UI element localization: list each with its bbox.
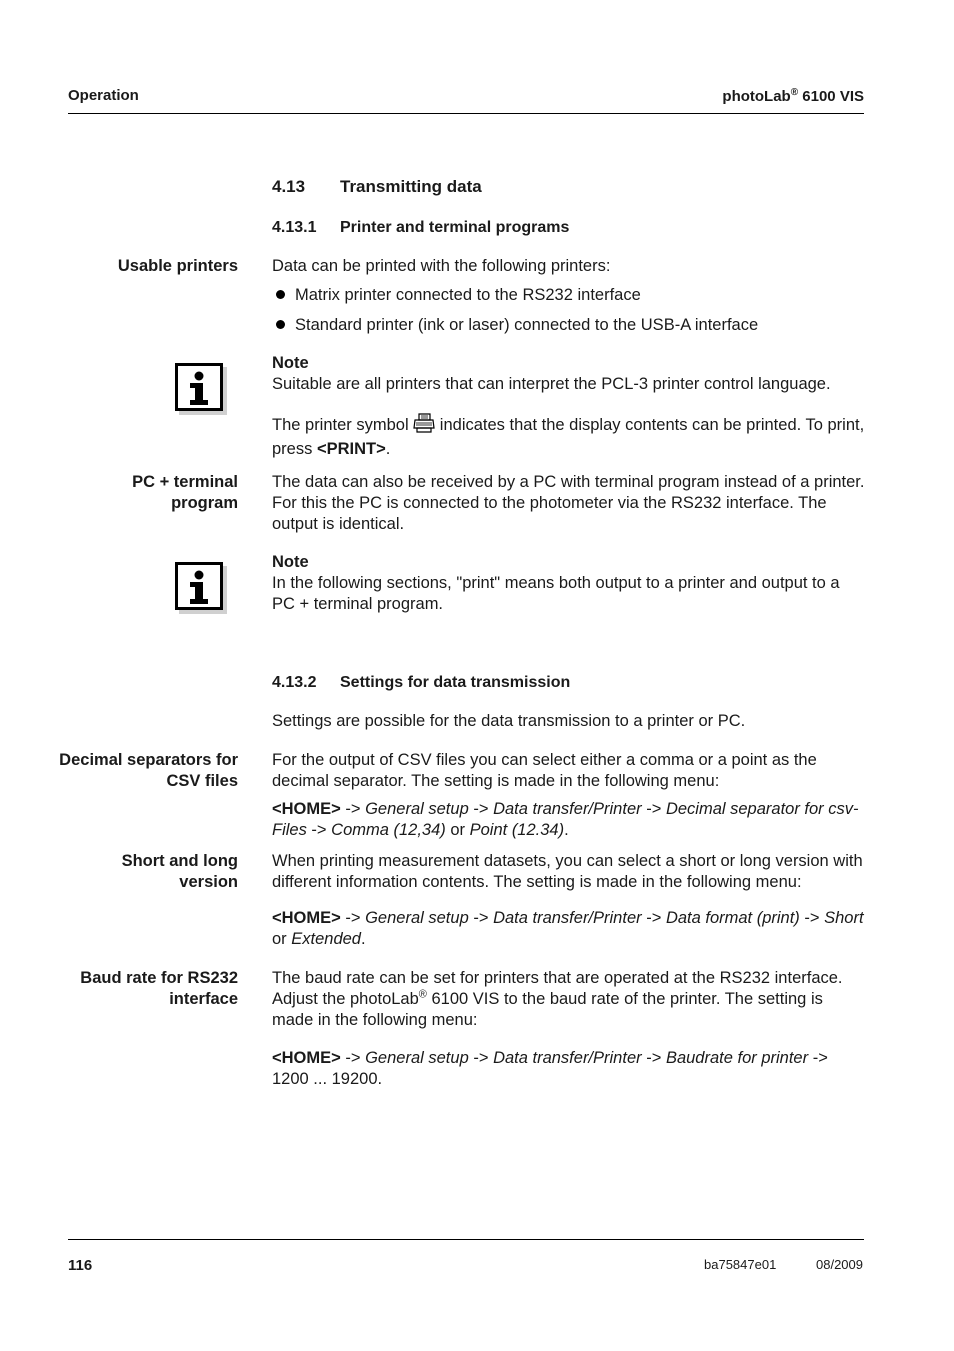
note-text: In the following sections, "print" means both output to a printer and output to a PC + terminal program. <box>272 574 840 613</box>
bullet-item: Standard printer (ink or laser) connected to the USB-A interface <box>295 316 759 334</box>
section-number: 4.13 <box>272 177 306 196</box>
subsection-heading <box>272 219 569 237</box>
section-heading <box>272 177 482 197</box>
subsection-title: Printer and terminal programs <box>340 219 570 236</box>
menu-item: Data transfer/Printer <box>493 1049 642 1067</box>
pc-terminal-text: The data can also be received by a PC with terminal program instead of a printer. For this the PC is connected to the photometer via the RS232 interface. The output is identical. <box>272 473 865 533</box>
section-title: Transmitting data <box>340 177 482 196</box>
bullet-dot <box>276 320 285 329</box>
short-long-menu-path <box>272 908 867 950</box>
side-label-short-long: Short and long version <box>121 852 238 891</box>
side-label-usable-printers: Usable printers <box>117 257 238 275</box>
menu-item: Data transfer/Printer <box>493 909 642 927</box>
menu-item: General setup <box>365 909 469 927</box>
print-end: . <box>385 440 391 458</box>
header-rule <box>68 113 864 114</box>
subsection-number: 4.13.1 <box>272 219 317 236</box>
header-product <box>722 87 864 105</box>
bullet-item: Matrix printer connected to the RS232 interface <box>295 286 641 304</box>
arrow: -> <box>340 800 366 818</box>
menu-item: Baudrate for printer <box>665 1049 809 1067</box>
info-icon <box>175 562 223 610</box>
menu-item: Point (12.34) <box>469 821 565 839</box>
doc-date: 08/2009 <box>816 1257 863 1272</box>
settings-intro: Settings are possible for the data transmission to a printer or PC. <box>272 712 746 730</box>
reg-mark: ® <box>418 988 427 1001</box>
short-long-text: When printing measurement datasets, you can select a short or long version with different information contents. The setting is made in the following menu: <box>272 852 863 891</box>
arrow: -> <box>808 1049 828 1067</box>
print-mid: indicates that the display contents can be printed. To print, press <box>272 416 865 458</box>
decimal-menu-path <box>272 799 867 841</box>
arrow: -> <box>340 909 366 927</box>
arrow: -> <box>468 800 494 818</box>
arrow: -> <box>306 821 332 839</box>
menu-item: General setup <box>365 800 469 818</box>
header-section: Operation <box>68 87 139 104</box>
baud-text-b: 6100 VIS to the baud rate of the printer. The setting is made in the following menu: <box>272 990 823 1029</box>
menu-item: Comma (12,34) <box>331 821 446 839</box>
side-label-pc-terminal: PC + terminal program <box>132 473 238 512</box>
info-icon <box>175 363 223 411</box>
print-key: <PRINT> <box>316 440 386 458</box>
arrow: -> <box>468 1049 494 1067</box>
doc-id: ba75847e01 <box>704 1257 777 1272</box>
product-name: photoLab <box>722 88 791 105</box>
or-text: or <box>272 930 292 948</box>
print-instruction <box>272 413 867 460</box>
menu-item: Decimal separator for csv-Files <box>272 800 859 839</box>
decimal-text: For the output of CSV files you can select either a comma or a point as the decimal separator. The setting is made in the following menu: <box>272 751 817 790</box>
period: . <box>361 930 366 948</box>
baud-range: 1200 ... 19200. <box>272 1070 383 1088</box>
note-title: Note <box>272 553 309 571</box>
bullet-dot <box>276 290 285 299</box>
print-pre: The printer symbol <box>272 416 414 434</box>
menu-item: Data transfer/Printer <box>493 800 642 818</box>
baud-text <box>272 968 867 1031</box>
home-key: <HOME> <box>272 800 341 818</box>
product-model: 6100 VIS <box>798 88 864 105</box>
note-text: Suitable are all printers that can interpret the PCL-3 printer control language. <box>272 375 831 393</box>
subsection-heading <box>272 674 570 692</box>
footer-rule <box>68 1239 864 1240</box>
home-key: <HOME> <box>272 1049 341 1067</box>
arrow: -> <box>799 909 825 927</box>
baud-text-a: The baud rate can be set for printers that are operated at the RS232 interface. Adjust the photoLab <box>272 969 843 1008</box>
home-key: <HOME> <box>272 909 341 927</box>
baud-menu-path <box>272 1048 867 1090</box>
arrow: -> <box>641 1049 666 1067</box>
usable-printers-intro: Data can be printed with the following printers: <box>272 257 611 275</box>
printer-icon <box>413 413 435 439</box>
arrow: -> <box>641 909 666 927</box>
side-label-decimal: Decimal separators for CSV files <box>59 751 238 790</box>
page-number: 116 <box>68 1257 93 1274</box>
menu-item: Data format (print) <box>665 909 800 927</box>
menu-item: Short <box>824 909 864 927</box>
period: . <box>564 821 569 839</box>
menu-item: Extended <box>291 930 361 948</box>
arrow: -> <box>641 800 666 818</box>
or-text: or <box>445 821 470 839</box>
arrow: -> <box>468 909 494 927</box>
subsection-number: 4.13.2 <box>272 674 317 691</box>
menu-item: General setup <box>365 1049 469 1067</box>
product-reg: ® <box>790 87 799 98</box>
arrow: -> <box>340 1049 366 1067</box>
note-title: Note <box>272 354 309 372</box>
subsection-title: Settings for data transmission <box>340 674 571 691</box>
side-label-baud: Baud rate for RS232 interface <box>80 969 238 1008</box>
